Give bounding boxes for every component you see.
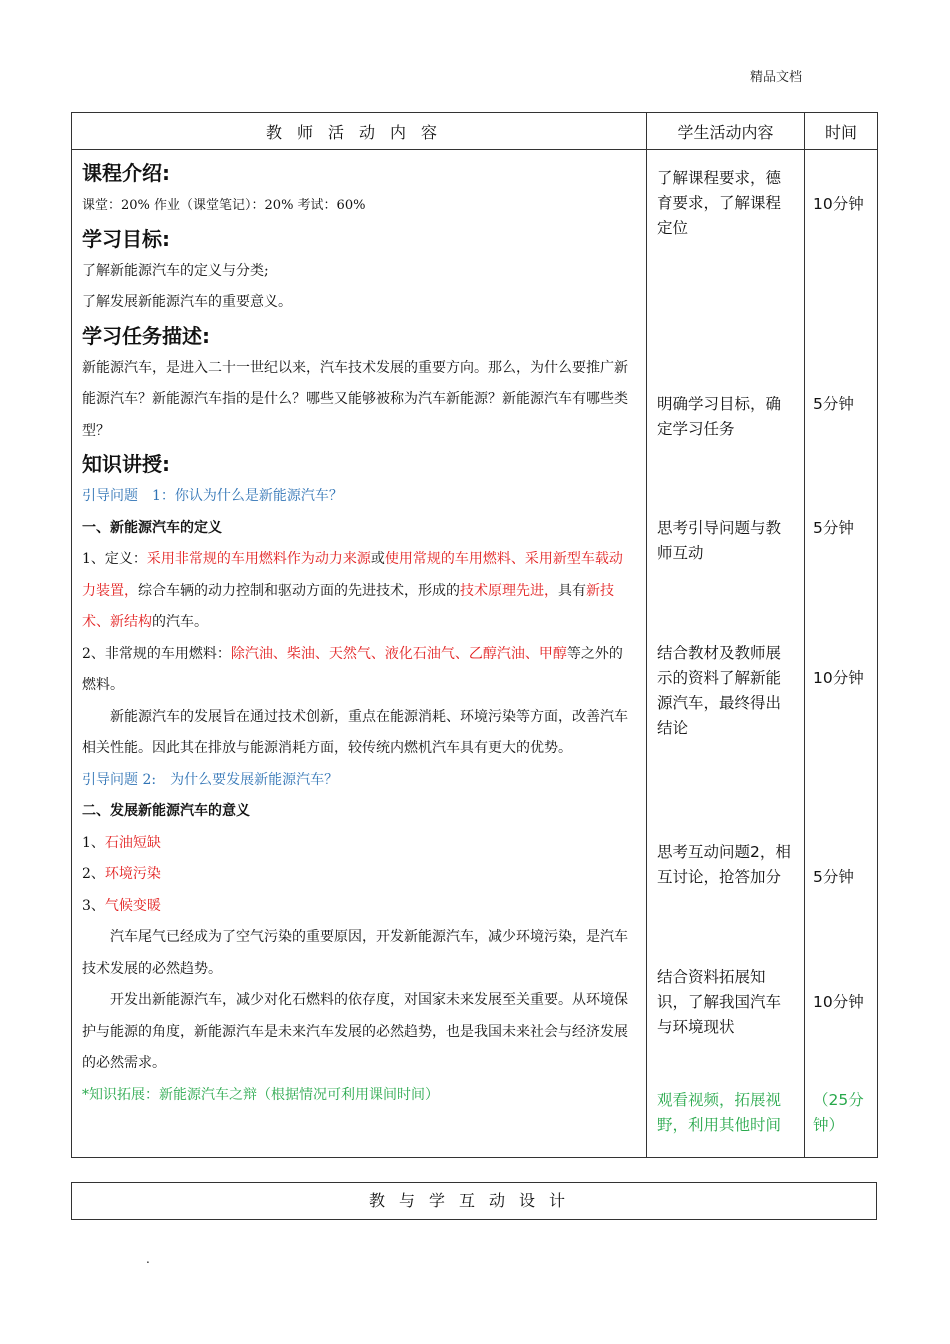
time-6: 10分钟 xyxy=(813,993,864,1011)
header-time: 时间 xyxy=(805,113,878,150)
significance-3-text: 气候变暖 xyxy=(104,897,161,914)
significance-1 xyxy=(82,828,636,860)
definition-1-label: 1、定义： xyxy=(82,551,147,567)
time-1: 10分钟 xyxy=(813,195,864,213)
definition-1-red-d: 新技术、新结构 xyxy=(82,582,614,630)
student-activity-2: 明确学习目标，确定学习任务 xyxy=(657,395,782,438)
student-activity-3: 思考引导问题与教师互动 xyxy=(657,519,782,562)
student-activity-7: 观看视频，拓展视野，利用其他时间 xyxy=(657,1091,782,1134)
time-cell xyxy=(805,150,878,1158)
student-activity-cell xyxy=(647,150,805,1158)
teacher-content-cell xyxy=(72,150,647,1158)
definition-2-fuels: 除汽油、柴油、天然气、液化石油气、乙醇汽油、甲醇 xyxy=(230,645,567,662)
interaction-design-title: 教与学互动设计 xyxy=(71,1182,877,1220)
goal-title: 学习目标: xyxy=(82,226,170,251)
definition-1-text-a: 综合车辆的动力控制和驱动方面的先进技术，形成的 xyxy=(138,582,460,599)
student-activity-6: 结合资料拓展知识，了解我国汽车与环境现状 xyxy=(657,968,782,1036)
significance-2-number: 2、 xyxy=(82,866,105,882)
paragraph-pollution: 汽车尾气已经成为了空气污染的重要原因，开发新能源汽车，减少环境污染，是汽车技术发展的必然趋势。 xyxy=(82,929,628,977)
time-2: 5分钟 xyxy=(813,395,854,413)
definition-2-text: 等之外的燃料。 xyxy=(82,645,623,693)
significance-3 xyxy=(82,891,636,923)
definition-1-red-c: 技术原理先进， xyxy=(460,582,558,599)
goal-2: 了解发展新能源汽车的重要意义。 xyxy=(82,294,292,310)
definition-1-or: 或 xyxy=(370,551,385,567)
table-header-row xyxy=(72,113,878,150)
content-row xyxy=(72,150,878,1158)
guide-question-2: 引导问题 2: 为什么要发展新能源汽车？ xyxy=(82,771,339,788)
guide-question-1: 引导问题 1：你认为什么是新能源汽车？ xyxy=(82,488,343,504)
intro-title: 课程介绍: xyxy=(82,161,170,185)
task-text: 新能源汽车，是进入二十一世纪以来，汽车技术发展的重要方向。那么，为什么要推广新能源汽车？新能源汽车指的是什么？哪些又能够被称为汽车新能源？新能源汽车有哪些类型？ xyxy=(82,359,628,439)
knowledge-extension: *知识拓展：新能源汽车之辩（根据情况可利用课间时间） xyxy=(82,1086,439,1103)
time-7: （25分钟） xyxy=(813,1091,864,1134)
definition-2 xyxy=(82,639,636,702)
time-4: 10分钟 xyxy=(813,669,864,687)
definition-1-text-c: 的汽车。 xyxy=(152,614,208,630)
lesson-table xyxy=(71,112,878,1158)
student-activity-4: 结合教材及教师展示的资料了解新能源汽车，最终得出结论 xyxy=(657,644,782,737)
significance-1-text: 石油短缺 xyxy=(104,834,161,851)
knowledge-title: 知识讲授: xyxy=(82,452,170,476)
footer-dot: . xyxy=(146,1252,150,1266)
watermark-text: 精品文档 xyxy=(750,70,803,85)
intro-text: 课堂：20% 作业（课堂笔记）：20% 考试：60% xyxy=(82,198,366,213)
time-3: 5分钟 xyxy=(813,519,854,537)
task-title: 学习任务描述: xyxy=(82,323,210,348)
significance-3-number: 3、 xyxy=(82,897,105,914)
definition-1 xyxy=(82,544,636,639)
goal-1: 了解新能源汽车的定义与分类; xyxy=(82,262,269,279)
paragraph-development: 开发出新能源汽车，减少对化石燃料的依存度，对国家未来发展至关重要。从环境保护与能源的角度，新能源汽车是未来汽车发展的必然趋势，也是我国未来社会与经济发展的必然需求。 xyxy=(82,992,628,1071)
significance-title: 二、发展新能源汽车的意义 xyxy=(82,803,250,819)
significance-2 xyxy=(82,859,636,891)
definition-title: 一、新能源汽车的定义 xyxy=(82,519,222,536)
time-5: 5分钟 xyxy=(813,868,854,886)
header-teacher: 教师活动内容 xyxy=(72,113,647,150)
header-student: 学生活动内容 xyxy=(647,113,805,150)
development-text: 新能源汽车的发展旨在通过技术创新，重点在能源消耗、环境污染等方面，改善汽车相关性能。因此其在排放与能源消耗方面，较传统内燃机汽车具有更大的优势。 xyxy=(82,708,628,756)
significance-1-number: 1、 xyxy=(82,834,105,851)
definition-1-red-a: 采用非常规的车用燃料作为动力来源 xyxy=(146,551,371,567)
student-activity-1: 了解课程要求，德育要求，了解课程定位 xyxy=(657,169,782,237)
definition-1-red-b: 使用常规的车用燃料、采用新型车载动力装置， xyxy=(82,551,623,599)
definition-2-label: 2、非常规的车用燃料： xyxy=(82,645,231,662)
student-activity-5: 思考互动问题2，相互讨论，抢答加分 xyxy=(657,843,791,886)
significance-2-text: 环境污染 xyxy=(104,866,161,882)
definition-1-text-b: 具有 xyxy=(558,582,586,599)
